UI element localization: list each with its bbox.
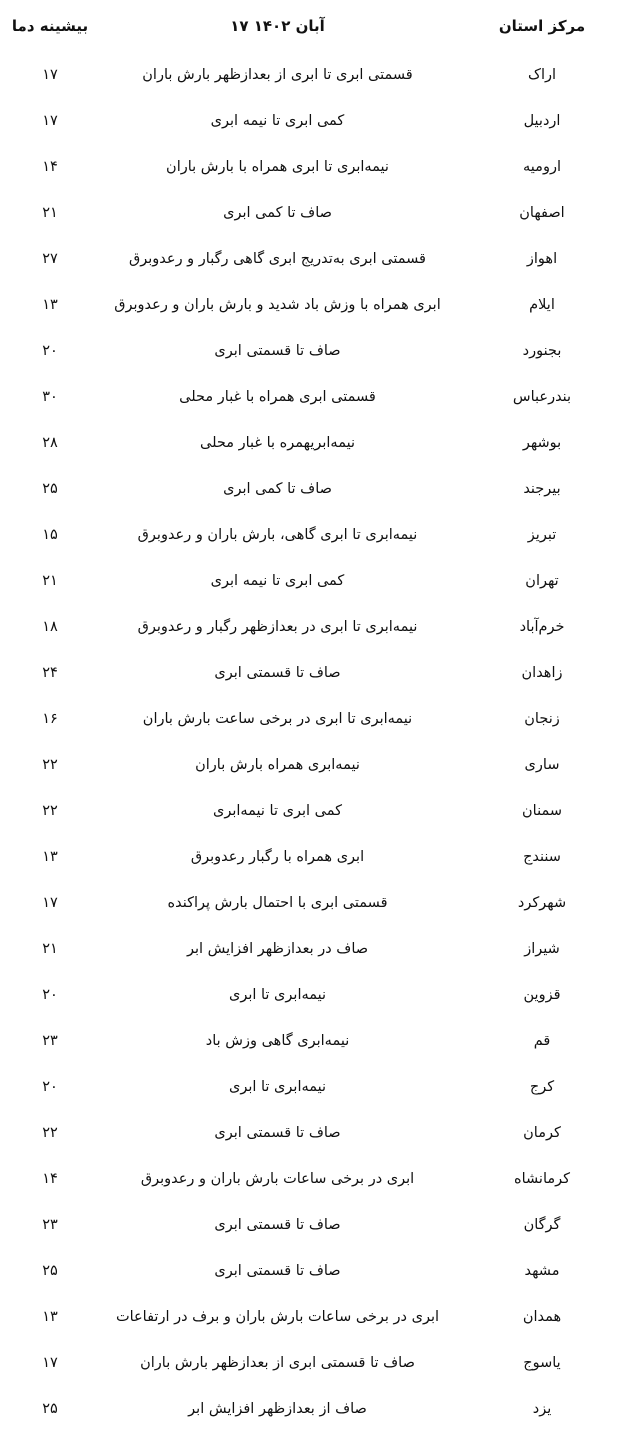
city-name: همدان — [522, 1309, 562, 1325]
max-temperature: ۱۴ — [42, 159, 58, 175]
max-temperature: ۲۰ — [42, 343, 58, 359]
city-name: تبریز — [527, 527, 557, 543]
max-temperature: ۱۷ — [42, 67, 58, 83]
max-temperature: ۲۳ — [42, 1033, 58, 1049]
city-name: اصفهان — [519, 205, 565, 221]
table-row — [0, 374, 627, 420]
max-temperature: ۲۱ — [42, 205, 58, 221]
city-name: شیراز — [524, 941, 560, 957]
table-row — [0, 98, 627, 144]
max-temperature: ۱۶ — [42, 711, 58, 727]
table-row — [0, 834, 627, 880]
city-name: بندرعباس — [512, 389, 572, 405]
table-row — [0, 190, 627, 236]
table-row — [0, 282, 627, 328]
weather-condition: صاف تا قسمتی ابری — [214, 1125, 341, 1141]
table-row — [0, 144, 627, 190]
max-temperature: ۲۵ — [42, 1401, 58, 1417]
city-name: کرج — [529, 1079, 555, 1095]
header-date: آبان ۱۴۰۲ ۱۷ — [230, 17, 325, 35]
max-temperature: ۲۱ — [42, 941, 58, 957]
city-name: یزد — [532, 1401, 552, 1417]
weather-condition: صاف تا قسمتی ابری از بعدازظهر بارش باران — [140, 1355, 415, 1371]
max-temperature: ۲۳ — [42, 1217, 58, 1233]
weather-condition: نیمه‌ابری تا ابری — [228, 1079, 327, 1095]
city-name: گرگان — [523, 1217, 561, 1233]
table-row — [0, 1018, 627, 1064]
city-name: زنجان — [524, 711, 560, 727]
city-name: بیرجند — [523, 481, 561, 497]
table-header — [0, 0, 627, 52]
weather-condition: صاف تا قسمتی ابری — [214, 343, 341, 359]
weather-condition: ابری همراه با وزش باد شدید و بارش باران و رعدوبرق — [114, 297, 441, 313]
table-row — [0, 880, 627, 926]
table-row — [0, 236, 627, 282]
table-row — [0, 1202, 627, 1248]
weather-condition: قسمتی ابری به‌تدریج ابری گاهی رگبار و رعدوبرق — [129, 251, 426, 267]
table-row — [0, 972, 627, 1018]
table-row — [0, 788, 627, 834]
city-name: مشهد — [524, 1263, 560, 1279]
table-row — [0, 926, 627, 972]
city-name: خرم‌آباد — [519, 619, 565, 635]
table-row — [0, 1386, 627, 1432]
city-name: ایلام — [529, 297, 555, 313]
table-row — [0, 466, 627, 512]
table-row — [0, 512, 627, 558]
weather-condition: ابری در برخی ساعات بارش باران و رعدوبرق — [140, 1171, 415, 1187]
city-name: سنندج — [523, 849, 561, 865]
max-temperature: ۱۵ — [42, 527, 58, 543]
city-name: بجنورد — [522, 343, 562, 359]
city-name: بوشهر — [522, 435, 562, 451]
max-temperature: ۲۸ — [42, 435, 58, 451]
weather-condition: صاف تا قسمتی ابری — [214, 1263, 341, 1279]
city-name: قم — [533, 1033, 551, 1049]
weather-condition: صاف تا کمی ابری — [223, 205, 332, 221]
table-row — [0, 1248, 627, 1294]
weather-condition: صاف در بعدازظهر افزایش ابر — [186, 941, 369, 957]
weather-condition: نیمه‌ابری تا ابری همراه با بارش باران — [166, 159, 389, 175]
max-temperature: ۱۸ — [42, 619, 58, 635]
weather-condition: صاف از بعدازظهر افزایش ابر — [188, 1401, 367, 1417]
weather-condition: قسمتی ابری تا ابری از بعدازظهر بارش باران — [142, 67, 413, 83]
weather-condition: نیمه‌ابری همراه بارش باران — [195, 757, 360, 773]
table-row — [0, 1110, 627, 1156]
city-name: سمنان — [522, 803, 562, 819]
table-row — [0, 52, 627, 98]
table-row — [0, 650, 627, 696]
table-row — [0, 696, 627, 742]
header-max-temp: بیشینه دما — [11, 17, 89, 35]
table-row — [0, 420, 627, 466]
table-row — [0, 1156, 627, 1202]
table-row — [0, 328, 627, 374]
max-temperature: ۲۲ — [42, 803, 58, 819]
max-temperature: ۲۲ — [42, 757, 58, 773]
weather-condition: قسمتی ابری با احتمال بارش پراکنده — [167, 895, 388, 911]
max-temperature: ۱۳ — [42, 1309, 58, 1325]
weather-condition: صاف تا کمی ابری — [223, 481, 332, 497]
weather-condition: ابری همراه با رگبار رعدوبرق — [190, 849, 365, 865]
city-name: کرمانشاه — [513, 1171, 571, 1187]
table-row — [0, 1064, 627, 1110]
table-row — [0, 1294, 627, 1340]
max-temperature: ۳۰ — [42, 389, 58, 405]
weather-condition: قسمتی ابری همراه با غبار محلی — [179, 389, 376, 405]
city-name: ساری — [524, 757, 560, 773]
max-temperature: ۱۷ — [42, 895, 58, 911]
table-row — [0, 604, 627, 650]
max-temperature: ۱۳ — [42, 849, 58, 865]
city-name: ارومیه — [523, 159, 561, 175]
table-row — [0, 558, 627, 604]
city-name: اهواز — [526, 251, 558, 267]
city-name: زاهدان — [521, 665, 563, 681]
weather-condition: نیمه‌ابریهمره با غبار محلی — [200, 435, 356, 451]
weather-condition: کمی ابری تا نیمه‌ابری — [212, 803, 343, 819]
weather-condition: نیمه‌ابری تا ابری در بعدازظهر رگبار و رعدوبرق — [137, 619, 418, 635]
city-name: یاسوج — [523, 1355, 561, 1371]
max-temperature: ۱۷ — [42, 1355, 58, 1371]
max-temperature: ۲۴ — [42, 665, 58, 681]
city-name: کرمان — [523, 1125, 561, 1141]
max-temperature: ۲۰ — [42, 987, 58, 1003]
max-temperature: ۲۵ — [42, 1263, 58, 1279]
max-temperature: ۱۴ — [42, 1171, 58, 1187]
weather-condition: ابری در برخی ساعات بارش باران و برف در ارتفاعات — [115, 1309, 440, 1325]
weather-condition: صاف تا قسمتی ابری — [214, 1217, 341, 1233]
weather-condition: نیمه‌ابری گاهی وزش باد — [205, 1033, 350, 1049]
city-name: شهرکرد — [517, 895, 567, 911]
city-name: اراک — [527, 67, 557, 83]
max-temperature: ۲۵ — [42, 481, 58, 497]
weather-condition: نیمه‌ابری تا ابری — [228, 987, 327, 1003]
max-temperature: ۲۰ — [42, 1079, 58, 1095]
header-city: مرکز استان — [498, 17, 586, 35]
weather-condition: کمی ابری تا نیمه ابری — [210, 113, 345, 129]
table-row — [0, 1340, 627, 1386]
weather-condition: صاف تا قسمتی ابری — [214, 665, 341, 681]
city-name: تهران — [525, 573, 559, 589]
weather-condition: کمی ابری تا نیمه ابری — [210, 573, 345, 589]
max-temperature: ۲۷ — [42, 251, 58, 267]
city-name: قزوین — [523, 987, 561, 1003]
city-name: اردبیل — [523, 113, 561, 129]
max-temperature: ۱۷ — [42, 113, 58, 129]
max-temperature: ۲۲ — [42, 1125, 58, 1141]
weather-condition: نیمه‌ابری تا ابری گاهی، بارش باران و رعدوبرق — [137, 527, 418, 543]
max-temperature: ۱۳ — [42, 297, 58, 313]
table-row — [0, 742, 627, 788]
max-temperature: ۲۱ — [42, 573, 58, 589]
weather-condition: نیمه‌ابری تا ابری در برخی ساعت بارش باران — [142, 711, 413, 727]
